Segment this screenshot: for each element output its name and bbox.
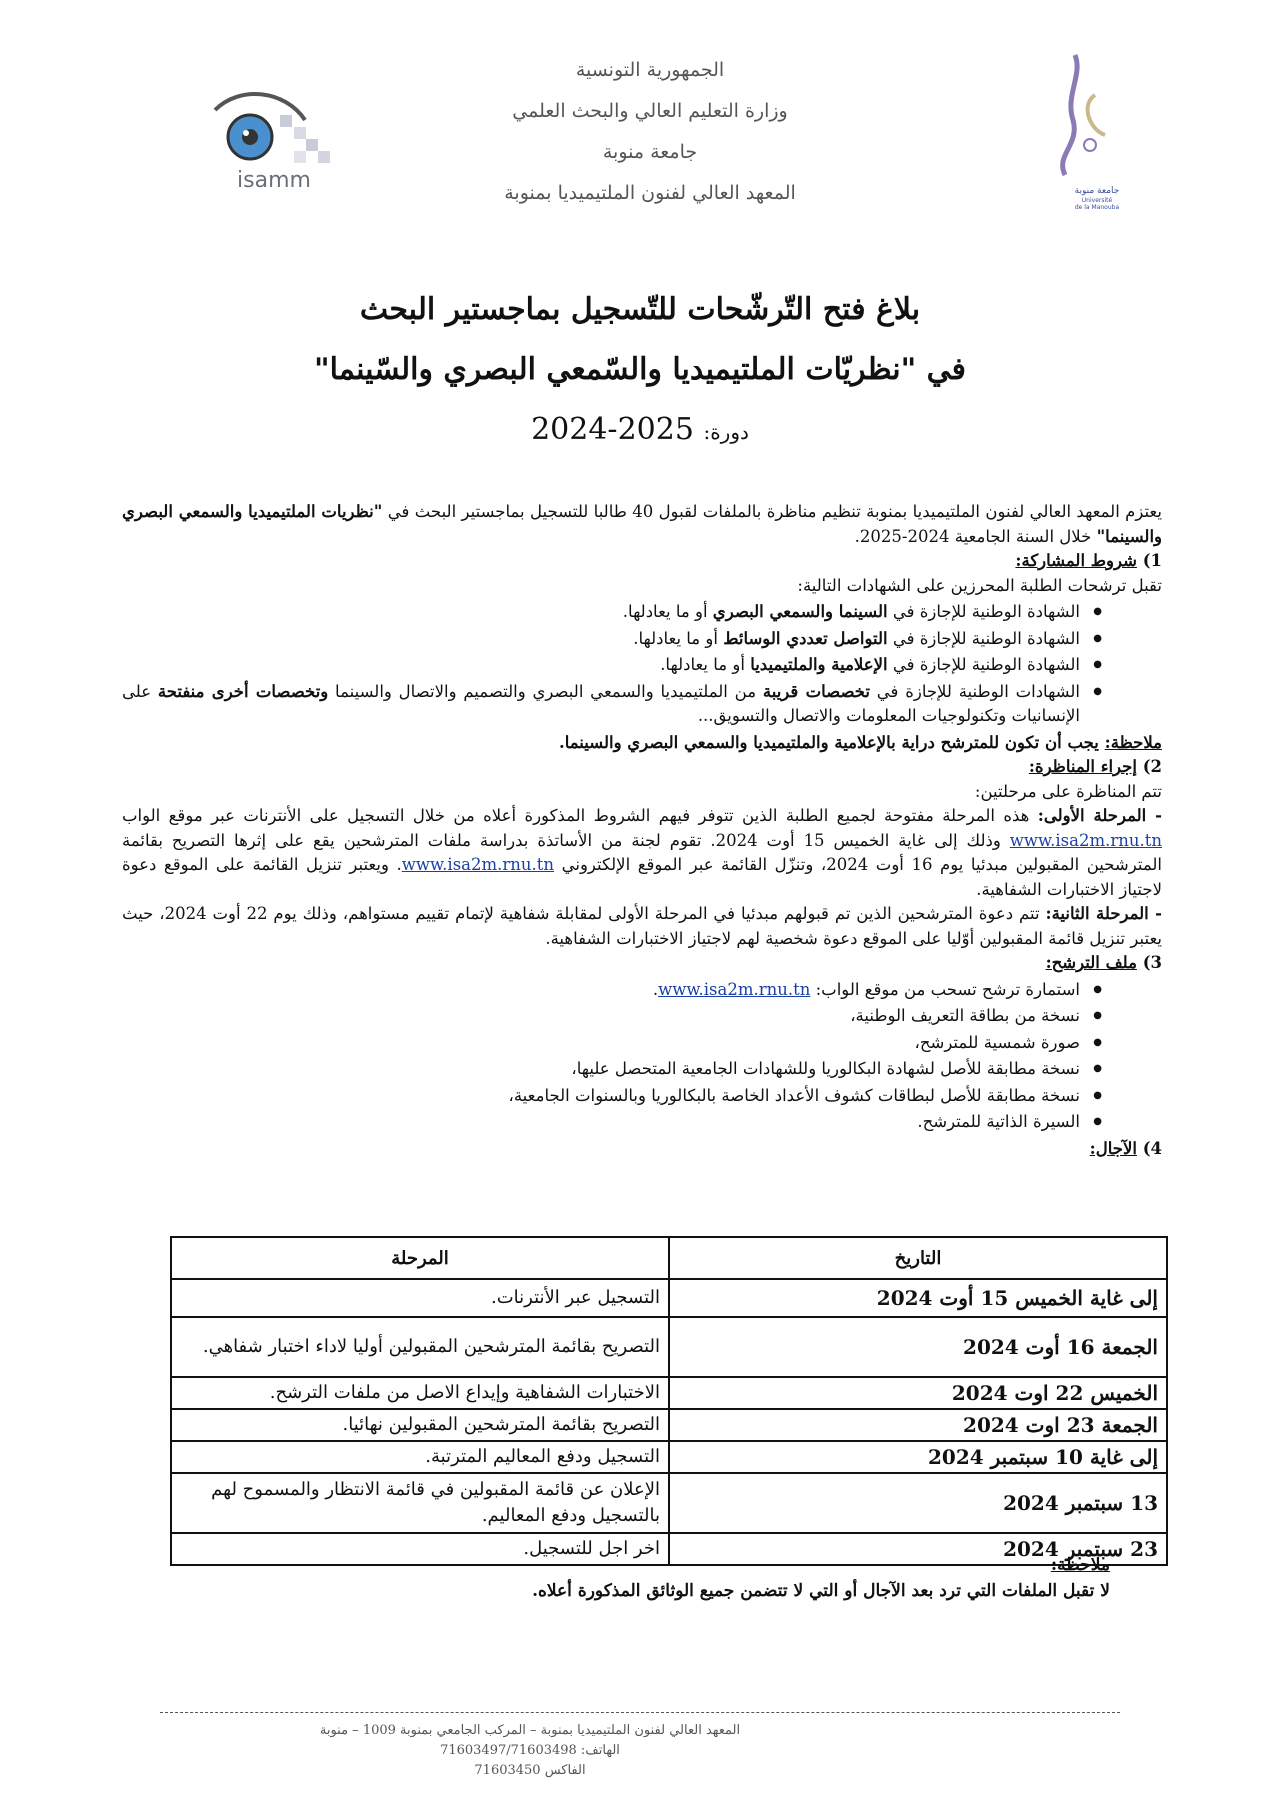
table-header-row xyxy=(171,1237,1167,1279)
title-line-2: في "نظريّات الملتيميديا والسّمعي البصري والسّينما" xyxy=(313,352,966,387)
stage-cell: الإعلان عن قائمة المقبولين في قائمة الانتظار والمسموح لهم بالتسجيل ودفع المعاليم. xyxy=(171,1473,669,1533)
university-name: جامعة منوبة xyxy=(602,141,698,163)
title-line-1: بلاغ فتح التّرشّحات للتّسجيل بماجستير البحث xyxy=(359,292,921,327)
letterhead-titles xyxy=(440,50,860,214)
list-item: ● السيرة الذاتية للمترشح. xyxy=(122,1110,1102,1135)
table-row xyxy=(171,1473,1167,1533)
stage-cell: التسجيل عبر الأنترنات. xyxy=(171,1279,669,1317)
letterhead xyxy=(0,40,1280,240)
stage-1-label: - المرحلة الأولى: xyxy=(1037,806,1163,825)
intro-text: يعتزم المعهد العالي لفنون الملتيميديا بمنوبة تنظيم مناظرة بالملفات لقبول 40 طالبا للتسجيل بماجستير البحث في xyxy=(382,502,1162,521)
website-link[interactable]: www.isa2m.rnu.tn xyxy=(1009,830,1163,850)
table-row xyxy=(171,1441,1167,1473)
footer-fax: الفاكس 71603450 xyxy=(474,1763,586,1778)
final-note-text: لا تقبل الملفات التي ترد بعد الآجال أو التي لا تتضمن جميع الوثائق المذكورة أعلاه. xyxy=(532,1581,1110,1601)
date-cell: الخميس 22 اوت 2024 xyxy=(669,1377,1167,1409)
final-note xyxy=(170,1552,1110,1604)
announcement-body xyxy=(122,500,1162,1161)
republic-name: الجمهورية التونسية xyxy=(575,59,725,81)
session-line xyxy=(0,400,1280,462)
list-item: ● استمارة ترشح تسحب من موقع الواب: www.isa2m.rnu.tn. xyxy=(122,978,1102,1003)
intro-program-name: "نظريات الملتيميديا والسمعي البصري والسينما" xyxy=(122,502,1162,546)
deadlines-table xyxy=(170,1236,1168,1566)
note-text-bold: بالإعلامية والملتيميديا والسمعي البصري والسينما. xyxy=(559,732,896,752)
website-link[interactable]: www.isa2m.rnu.tn xyxy=(401,855,555,874)
note-label: ملاحظة: xyxy=(1104,732,1162,752)
section-number: 1) xyxy=(1142,551,1162,570)
page-footer xyxy=(160,1712,1120,1781)
section-4-heading xyxy=(122,1137,1162,1162)
section-number: 4) xyxy=(1142,1138,1162,1158)
website-link[interactable]: www.isa2m.rnu.tn xyxy=(658,979,811,999)
list-item: ● الشهادات الوطنية للإجازة في تخصصات قريبة من الملتيميديا والسمعي البصري والتصميم والاتصال والسينما وتخصصات أخرى منفتحة على الإنسانيات وتكنولوجيات المعلومات والاتصال والتسويق... xyxy=(122,680,1102,729)
date-cell: الجمعة 23 اوت 2024 xyxy=(669,1409,1167,1441)
section-2-lead: تتم المناظرة على مرحلتين: xyxy=(974,781,1162,801)
section-title: إجراء المناظرة: xyxy=(1028,757,1137,776)
stage-cell: التسجيل ودفع المعاليم المترتبة. xyxy=(171,1441,669,1473)
list-item: ● نسخة مطابقة للأصل لبطاقات كشوف الأعداد الخاصة بالبكالوريا وبالسنوات الجامعية، xyxy=(122,1084,1102,1109)
intro-paragraph xyxy=(122,500,1162,549)
intro-text-end: خلال السنة الجامعية 2024-2025. xyxy=(854,526,1097,546)
section-1-heading xyxy=(122,549,1162,574)
final-note-label: ملاحظة: xyxy=(1050,1555,1110,1575)
stage-1-paragraph: - المرحلة الأولى: هذه المرحلة مفتوحة لجميع الطلبة الذين تتوفر فيهم الشروط المذكورة أعلاه من خلال التسجيل على الأنترنات عبر موقع الواب www.isa2m.rnu.tn وذلك إلى غاية الخميس 15 أوت 2024. تقوم لجنة من الأساتذة بدراسة ملفات المترشحين يقع على إثرها التصريح بقائمة المترشحين المقبولين مبدئيا يوم 16 أوت 2024، وتنزّل القائمة عبر الموقع الإلكتروني www.isa2m.rnu.tn. ويعتبر تنزيل القائمة على الموقع دعوة لاجتياز الاختبارات الشفاهية. xyxy=(122,806,1163,899)
section-number: 2) xyxy=(1142,757,1162,776)
eligibility-list xyxy=(122,600,1162,729)
section-3-heading xyxy=(122,951,1162,976)
footer-divider xyxy=(160,1712,1120,1713)
list-item: ● الشهادة الوطنية للإجازة في الإعلامية والملتيميديا أو ما يعادلها. xyxy=(122,653,1102,678)
section-title: ملف الترشح: xyxy=(1045,953,1137,972)
section-2-heading xyxy=(122,755,1162,780)
column-header-stage: المرحلة xyxy=(171,1237,669,1279)
list-item: ● الشهادة الوطنية للإجازة في التواصل تعددي الوسائط أو ما يعادلها. xyxy=(122,627,1102,652)
note-text: يجب أن تكون للمترشح دراية xyxy=(895,732,1105,752)
list-item: ● صورة شمسية للمترشح، xyxy=(122,1031,1102,1056)
section-number: 3) xyxy=(1142,953,1162,972)
date-cell: إلى غاية الخميس 15 أوت 2024 xyxy=(669,1279,1167,1317)
date-cell: الجمعة 16 أوت 2024 xyxy=(669,1317,1167,1377)
footer-phone: الهاتف: 71603497/71603498 xyxy=(440,1743,620,1758)
logo-ar-text: جامعة منوبة xyxy=(1074,186,1120,196)
section-1-lead: تقبل ترشحات الطلبة المحرزين على الشهادات التالية: xyxy=(797,575,1162,595)
logo-fr-text-1: Université xyxy=(1081,197,1113,204)
footer-address: المعهد العالي لفنون الملتيميديا بمنوبة – المركب الجامعي بمنوبة 1009 – منوبة xyxy=(319,1723,741,1738)
session-value: 2024-2025 xyxy=(531,412,694,447)
stage-cell: التصريح بقائمة المترشحين المقبولين أوليا لاداء اختبار شفاهي. xyxy=(171,1317,669,1377)
stage-cell: اخر اجل للتسجيل. xyxy=(171,1533,669,1565)
date-cell: إلى غاية 10 سبتمبر 2024 xyxy=(669,1441,1167,1473)
table-row xyxy=(171,1317,1167,1377)
date-cell: 13 سبتمبر 2024 xyxy=(669,1473,1167,1533)
eligibility-note xyxy=(122,731,1162,756)
announcement-title xyxy=(0,280,1280,462)
ministry-name: وزارة التعليم العالي والبحث العلمي xyxy=(512,100,788,122)
list-item: ● نسخة من بطاقة التعريف الوطنية، xyxy=(122,1004,1102,1029)
list-item: ● نسخة مطابقة للأصل لشهادة البكالوريا وللشهادات الجامعية المتحصل عليها، xyxy=(122,1057,1102,1082)
table-row xyxy=(171,1409,1167,1441)
isamm-logo xyxy=(210,75,335,195)
session-label: دورة: xyxy=(703,420,749,444)
list-item: ● الشهادة الوطنية للإجازة في السينما والسمعي البصري أو ما يعادلها. xyxy=(122,600,1102,625)
table-row xyxy=(171,1377,1167,1409)
stage-cell: الاختبارات الشفاهية وإيداع الاصل من ملفات الترشح. xyxy=(171,1377,669,1409)
column-header-date: التاريخ xyxy=(669,1237,1167,1279)
section-title: شروط المشاركة: xyxy=(1015,551,1137,570)
table-row xyxy=(171,1279,1167,1317)
institute-name: المعهد العالي لفنون الملتيميديا بمنوبة xyxy=(504,182,796,204)
logo-fr-text-2: de la Manouba xyxy=(1074,204,1120,210)
isamm-logo-text: isamm xyxy=(237,168,311,193)
stage-2-paragraph: - المرحلة الثانية: تتم دعوة المترشحين الذين تم قبولهم مبدئيا في المرحلة الأولى لمقابلة شفاهية لإتمام تقييم مستواهم، وذلك يوم 22 أوت 2024، حيث يعتبر تنزيل قائمة المقبولين أوّليا على الموقع دعوة شخصية لهم لاجتياز الاختبارات الشفاهية. xyxy=(122,904,1163,948)
university-logo xyxy=(1035,45,1130,210)
stage-2-label: - المرحلة الثانية: xyxy=(1045,904,1163,923)
stage-cell: التصريح بقائمة المترشحين المقبولين نهائيا. xyxy=(171,1409,669,1441)
application-file-list xyxy=(122,978,1162,1135)
date-cell: 23 سبتمبر 2024 xyxy=(669,1533,1167,1565)
section-title: الآجال: xyxy=(1089,1138,1137,1158)
